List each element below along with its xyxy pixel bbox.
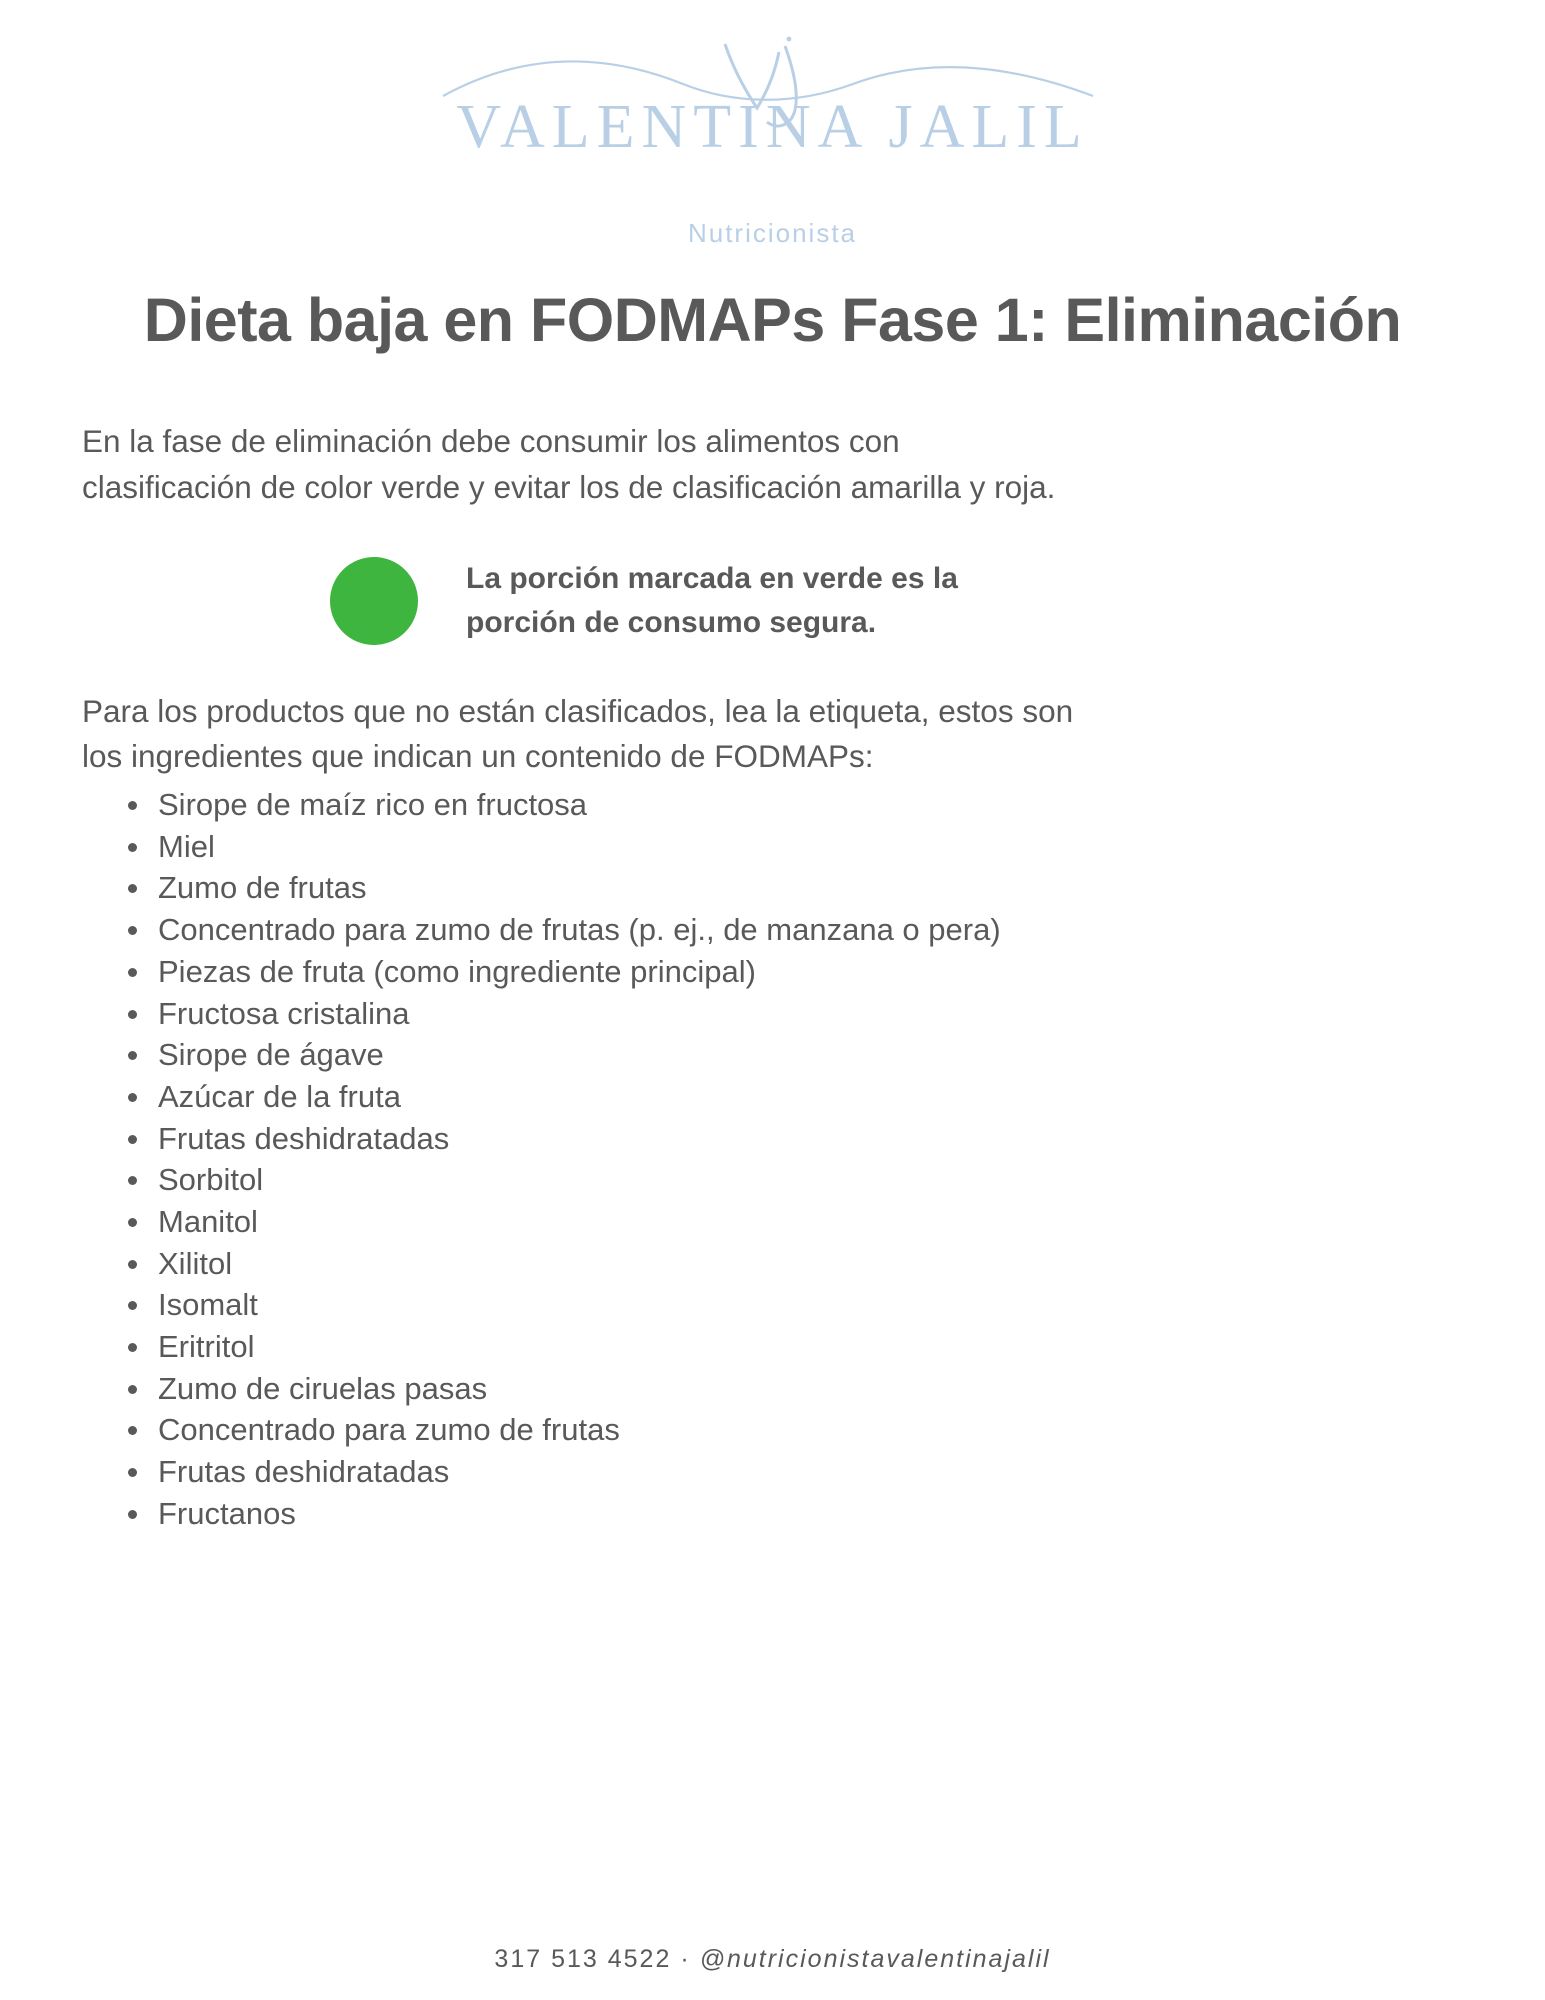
list-item: Concentrado para zumo de frutas (p. ej., de manzana o pera)	[118, 909, 1463, 951]
list-item: Zumo de frutas	[118, 867, 1463, 909]
list-item: Eritritol	[118, 1326, 1463, 1368]
footer-contact	[0, 1945, 1545, 1974]
list-item: Fructanos	[118, 1493, 1463, 1535]
fodmap-ingredient-list	[82, 784, 1463, 1534]
list-item: Xilitol	[118, 1243, 1463, 1285]
green-portion-callout	[82, 557, 1463, 645]
list-item: Concentrado para zumo de frutas	[118, 1409, 1463, 1451]
brand-subtitle: Nutricionista	[687, 218, 858, 248]
list-item: Azúcar de la fruta	[118, 1076, 1463, 1118]
page-title: Dieta baja en FODMAPs Fase 1: Eliminación	[143, 286, 1402, 354]
list-item: Isomalt	[118, 1284, 1463, 1326]
list-item: Manitol	[118, 1201, 1463, 1243]
footer-phone: 317 513 4522	[494, 1945, 672, 1973]
list-item: Miel	[118, 826, 1463, 868]
footer-separator: ·	[680, 1945, 691, 1973]
label-instructions-paragraph	[82, 689, 1463, 780]
intro-line-1: En la fase de eliminación debe consumir los alimentos con	[82, 423, 900, 460]
list-item: Fructosa cristalina	[118, 993, 1463, 1035]
brand-name: VALENTINA JALIL	[456, 93, 1089, 161]
callout-text	[466, 557, 958, 644]
intro-line-2: clasificación de color verde y evitar los de clasificación amarilla y roja.	[82, 469, 1056, 506]
list-item: Frutas deshidratadas	[118, 1451, 1463, 1493]
logo-artwork	[433, 34, 1113, 204]
paragraph-2-line-1: Para los productos que no están clasificados, lea la etiqueta, estos son	[82, 692, 1074, 729]
intro-paragraph	[82, 419, 1463, 510]
list-item: Zumo de ciruelas pasas	[118, 1368, 1463, 1410]
callout-line-2: porción de consumo segura.	[466, 605, 877, 639]
green-circle-icon	[330, 557, 418, 645]
list-item: Sorbitol	[118, 1159, 1463, 1201]
list-item: Piezas de fruta (como ingrediente principal)	[118, 951, 1463, 993]
list-item: Sirope de maíz rico en fructosa	[118, 784, 1463, 826]
brand-logo	[82, 0, 1463, 249]
footer-instagram-handle: @nutricionistavalentinajalil	[699, 1945, 1051, 1973]
list-item: Sirope de ágave	[118, 1034, 1463, 1076]
callout-line-1: La porción marcada en verde es la	[466, 562, 958, 596]
paragraph-2-line-2: los ingredientes que indican un contenido de FODMAPs:	[82, 738, 874, 775]
list-item: Frutas deshidratadas	[118, 1118, 1463, 1160]
